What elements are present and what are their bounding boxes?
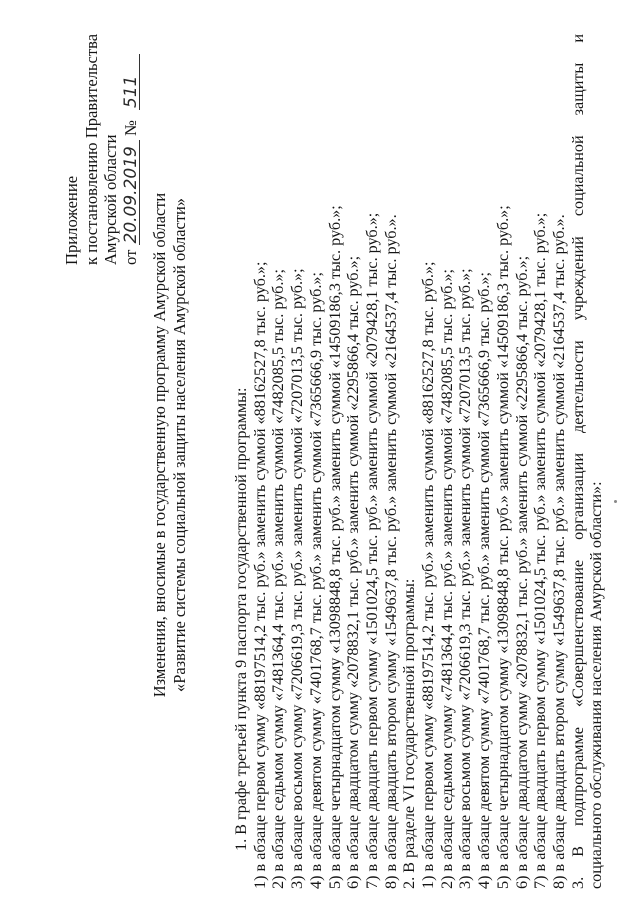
document-body — [232, 29, 606, 889]
appendix-label: Приложение — [62, 175, 81, 265]
section-2-heading: 2. В разделе VI государственной программы: — [400, 578, 419, 889]
appendix-number: 511 — [124, 54, 140, 110]
section-1-item: 6) в абзаце двадцатом сумму «2078832,1 тыс. руб.» заменить суммой «2295866,4 тыс. руб.»; — [344, 255, 363, 889]
appendix-number-sign: № — [120, 120, 140, 136]
title-line-2: «Развитие системы социальной защиты населения Амурской области» — [170, 198, 189, 692]
appendix-region: Амурской области — [101, 134, 120, 265]
section-1-item: 4) в абзаце девятом сумму «7401768,7 тыс. руб.» заменить суммой «7365666,9 тыс. руб.»; — [306, 272, 325, 889]
section-2-item: 1) в абзаце первом сумму «88197514,2 тыс. руб.» заменить суммой «88162527,8 тыс. руб.»; — [419, 261, 438, 889]
section-2-item: 8) в абзаце двадцать втором сумму «1549637,8 тыс. руб.» заменить суммой «2164537,4 тыс. руб.». — [549, 214, 568, 889]
section-2-item: 5) в абзаце четырнадцатом сумму «13098848,8 тыс. руб.» заменить суммой «14509186,3 тыс. руб.»; — [493, 205, 512, 889]
appendix-decree-ref: к постановлению Правительства — [81, 33, 101, 265]
appendix-date: 20.09.2019 — [124, 140, 140, 245]
appendix-from-prefix: от — [120, 249, 140, 265]
section-1-item: 8) в абзаце двадцать втором сумму «1549637,8 тыс. руб.» заменить суммой «2164537,4 тыс. руб.». — [381, 214, 400, 889]
appendix-block — [62, 15, 140, 265]
section-1-item: 1) в абзаце первом сумму «88197514,2 тыс. руб.» заменить суммой «88162527,8 тыс. руб.»; — [250, 261, 269, 889]
section-2-item: 4) в абзаце девятом сумму «7401768,7 тыс. руб.» заменить суммой «7365666,9 тыс. руб.»; — [475, 272, 494, 889]
section-2-item: 3) в абзаце восьмом сумму «7206619,3 тыс. руб.» заменить суммой «7207013,5 тыс. руб.»; — [456, 268, 475, 889]
section-2-item: 6) в абзаце двадцатом сумму «2078832,1 тыс. руб.» заменить суммой «2295866,4 тыс. руб.»; — [512, 255, 531, 889]
section-2-item: 7) в абзаце двадцать первом сумму «1501024,5 тыс. руб.» заменить суммой «2079428,1 тыс. руб.»; — [531, 212, 550, 889]
appendix-date-number-line — [121, 15, 141, 265]
section-1-item: 5) в абзаце четырнадцатом сумму «13098848,8 тыс. руб.» заменить суммой «14509186,3 тыс. руб.»; — [325, 205, 344, 889]
document-title — [150, 125, 190, 765]
section-3-line-2: социального обслуживания населения Амурской области»: — [587, 481, 606, 889]
scan-speck — [614, 500, 617, 503]
title-line-1: Изменения, вносимые в государственную программу Амурской области — [150, 192, 169, 698]
section-3-line-1: 3. В подпрограмме «Совершенствование организации деятельности учреждений социальной защиты и — [568, 34, 587, 889]
section-2-item: 2) в абзаце седьмом сумму «7481364,4 тыс. руб.» заменить суммой «7482085,5 тыс. руб.»; — [437, 268, 456, 889]
section-1-heading: 1. В графе третьей пункта 9 паспорта государственной программы: — [232, 387, 250, 851]
section-1-item: 7) в абзаце двадцать первом сумму «1501024,5 тыс. руб.» заменить суммой «2079428,1 тыс. руб.»; — [362, 212, 381, 889]
section-1-item: 3) в абзаце восьмом сумму «7206619,3 тыс. руб.» заменить суммой «7207013,5 тыс. руб.»; — [288, 268, 307, 889]
section-1-item: 2) в абзаце седьмом сумму «7481364,4 тыс. руб.» заменить суммой «7482085,5 тыс. руб.»; — [269, 268, 288, 889]
